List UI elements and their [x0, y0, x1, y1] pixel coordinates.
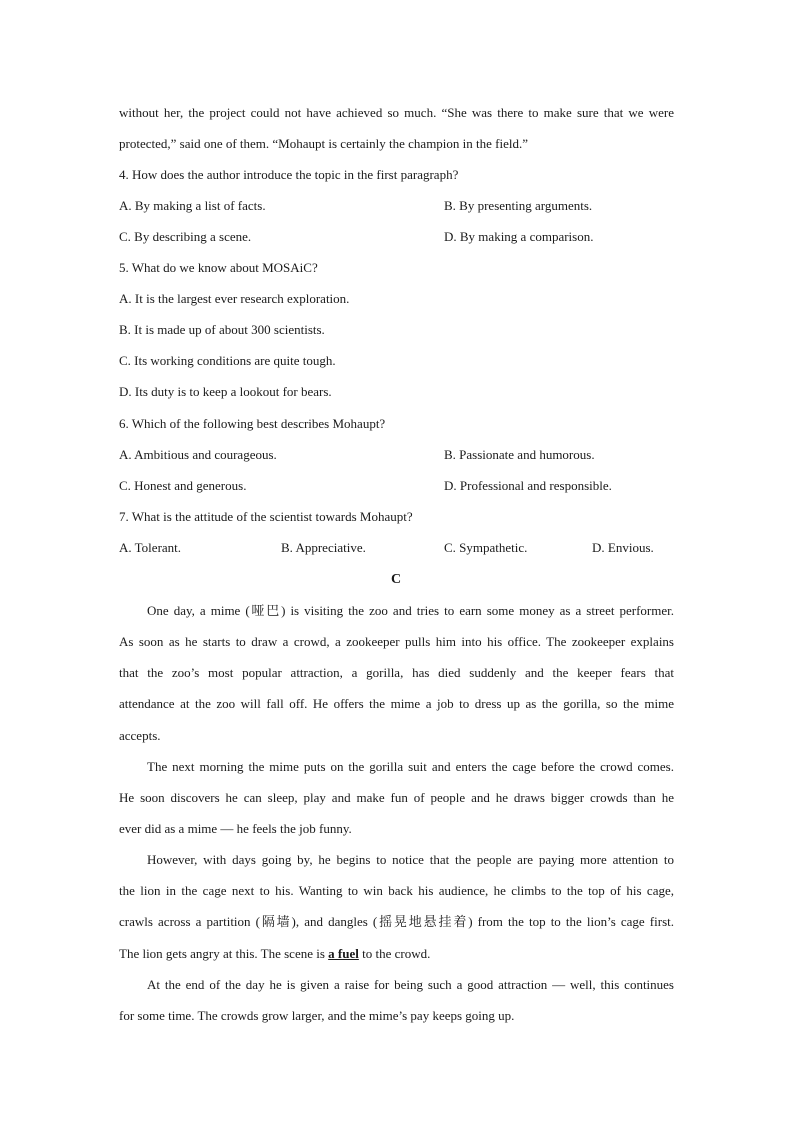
p3-line-4-tail: to the crowd.: [358, 946, 431, 961]
p2-line-3: ever did as a mime — he feels the job funny.: [119, 821, 352, 836]
q6-option-a: A. Ambitious and courageous.: [119, 447, 277, 462]
p1-line-1: One day, a mime (哑巴) is visiting the zoo and tries to earn some money as a street performer.: [147, 603, 674, 618]
q5-option-d: D. Its duty is to keep a lookout for bears.: [119, 384, 332, 399]
p4-line-1: At the end of the day he is given a raise for being such a good attraction — well, this continues: [147, 977, 674, 992]
p3-line-4: [119, 946, 430, 962]
question-6: 6. Which of the following best describes Mohaupt?: [119, 416, 386, 431]
q4-option-a: A. By making a list of facts.: [119, 198, 266, 213]
p3-line-4-text: The lion gets angry at this. The scene is: [119, 946, 325, 961]
q5-option-b: B. It is made up of about 300 scientists.: [119, 322, 325, 337]
section-heading-c: C: [391, 572, 402, 587]
q5-option-c: C. Its working conditions are quite tough.: [119, 353, 336, 368]
intro-line-2: protected,” said one of them. “Mohaupt is certainly the champion in the field.”: [119, 136, 529, 151]
p4-line-2: for some time. The crowds grow larger, and the mime’s pay keeps going up.: [119, 1008, 515, 1023]
p1-line-3: that the zoo’s most popular attraction, a gorilla, has died suddenly and the keeper fears that: [119, 665, 674, 680]
p3-line-2: the lion in the cage next to his. Wanting to win back his audience, he climbs to the top of his cage,: [119, 883, 674, 898]
p3-line-1: However, with days going by, he begins to notice that the people are paying more attention to: [147, 852, 674, 867]
q7-option-b: B. Appreciative.: [281, 540, 366, 555]
p1-line-4: attendance at the zoo will fall off. He offers the mime a job to dress up as the gorilla, so the mime: [119, 696, 674, 711]
q4-option-d: D. By making a comparison.: [444, 229, 594, 244]
q7-option-d: D. Envious.: [592, 540, 654, 555]
q4-option-b: B. By presenting arguments.: [444, 198, 593, 213]
p1-line-2: As soon as he starts to draw a crowd, a zookeeper pulls him into his office. The zookeeper explains: [119, 634, 674, 649]
p2-line-2: He soon discovers he can sleep, play and make fun of people and he draws bigger crowds than he: [119, 790, 674, 805]
q5-option-a: A. It is the largest ever research exploration.: [119, 291, 350, 306]
p3-line-3: crawls across a partition (隔墙), and dangles (摇晃地悬挂着) from the top to the lion’s cage first.: [119, 914, 674, 929]
p1-line-5: accepts.: [119, 728, 161, 743]
intro-line-1: without her, the project could not have achieved so much. “She was there to make sure that we were: [119, 105, 674, 120]
p2-line-1: The next morning the mime puts on the gorilla suit and enters the cage before the crowd comes.: [147, 759, 674, 774]
highlighted-phrase: a fuel: [328, 946, 359, 961]
q6-option-c: C. Honest and generous.: [119, 478, 247, 493]
q6-option-d: D. Professional and responsible.: [444, 478, 612, 493]
q4-option-c: C. By describing a scene.: [119, 229, 252, 244]
q7-option-a: A. Tolerant.: [119, 540, 182, 555]
question-7: 7. What is the attitude of the scientist towards Mohaupt?: [119, 509, 413, 524]
q6-option-b: B. Passionate and humorous.: [444, 447, 595, 462]
q7-option-c: C. Sympathetic.: [444, 540, 528, 555]
question-5: 5. What do we know about MOSAiC?: [119, 260, 318, 275]
question-4: 4. How does the author introduce the topic in the first paragraph?: [119, 167, 459, 182]
